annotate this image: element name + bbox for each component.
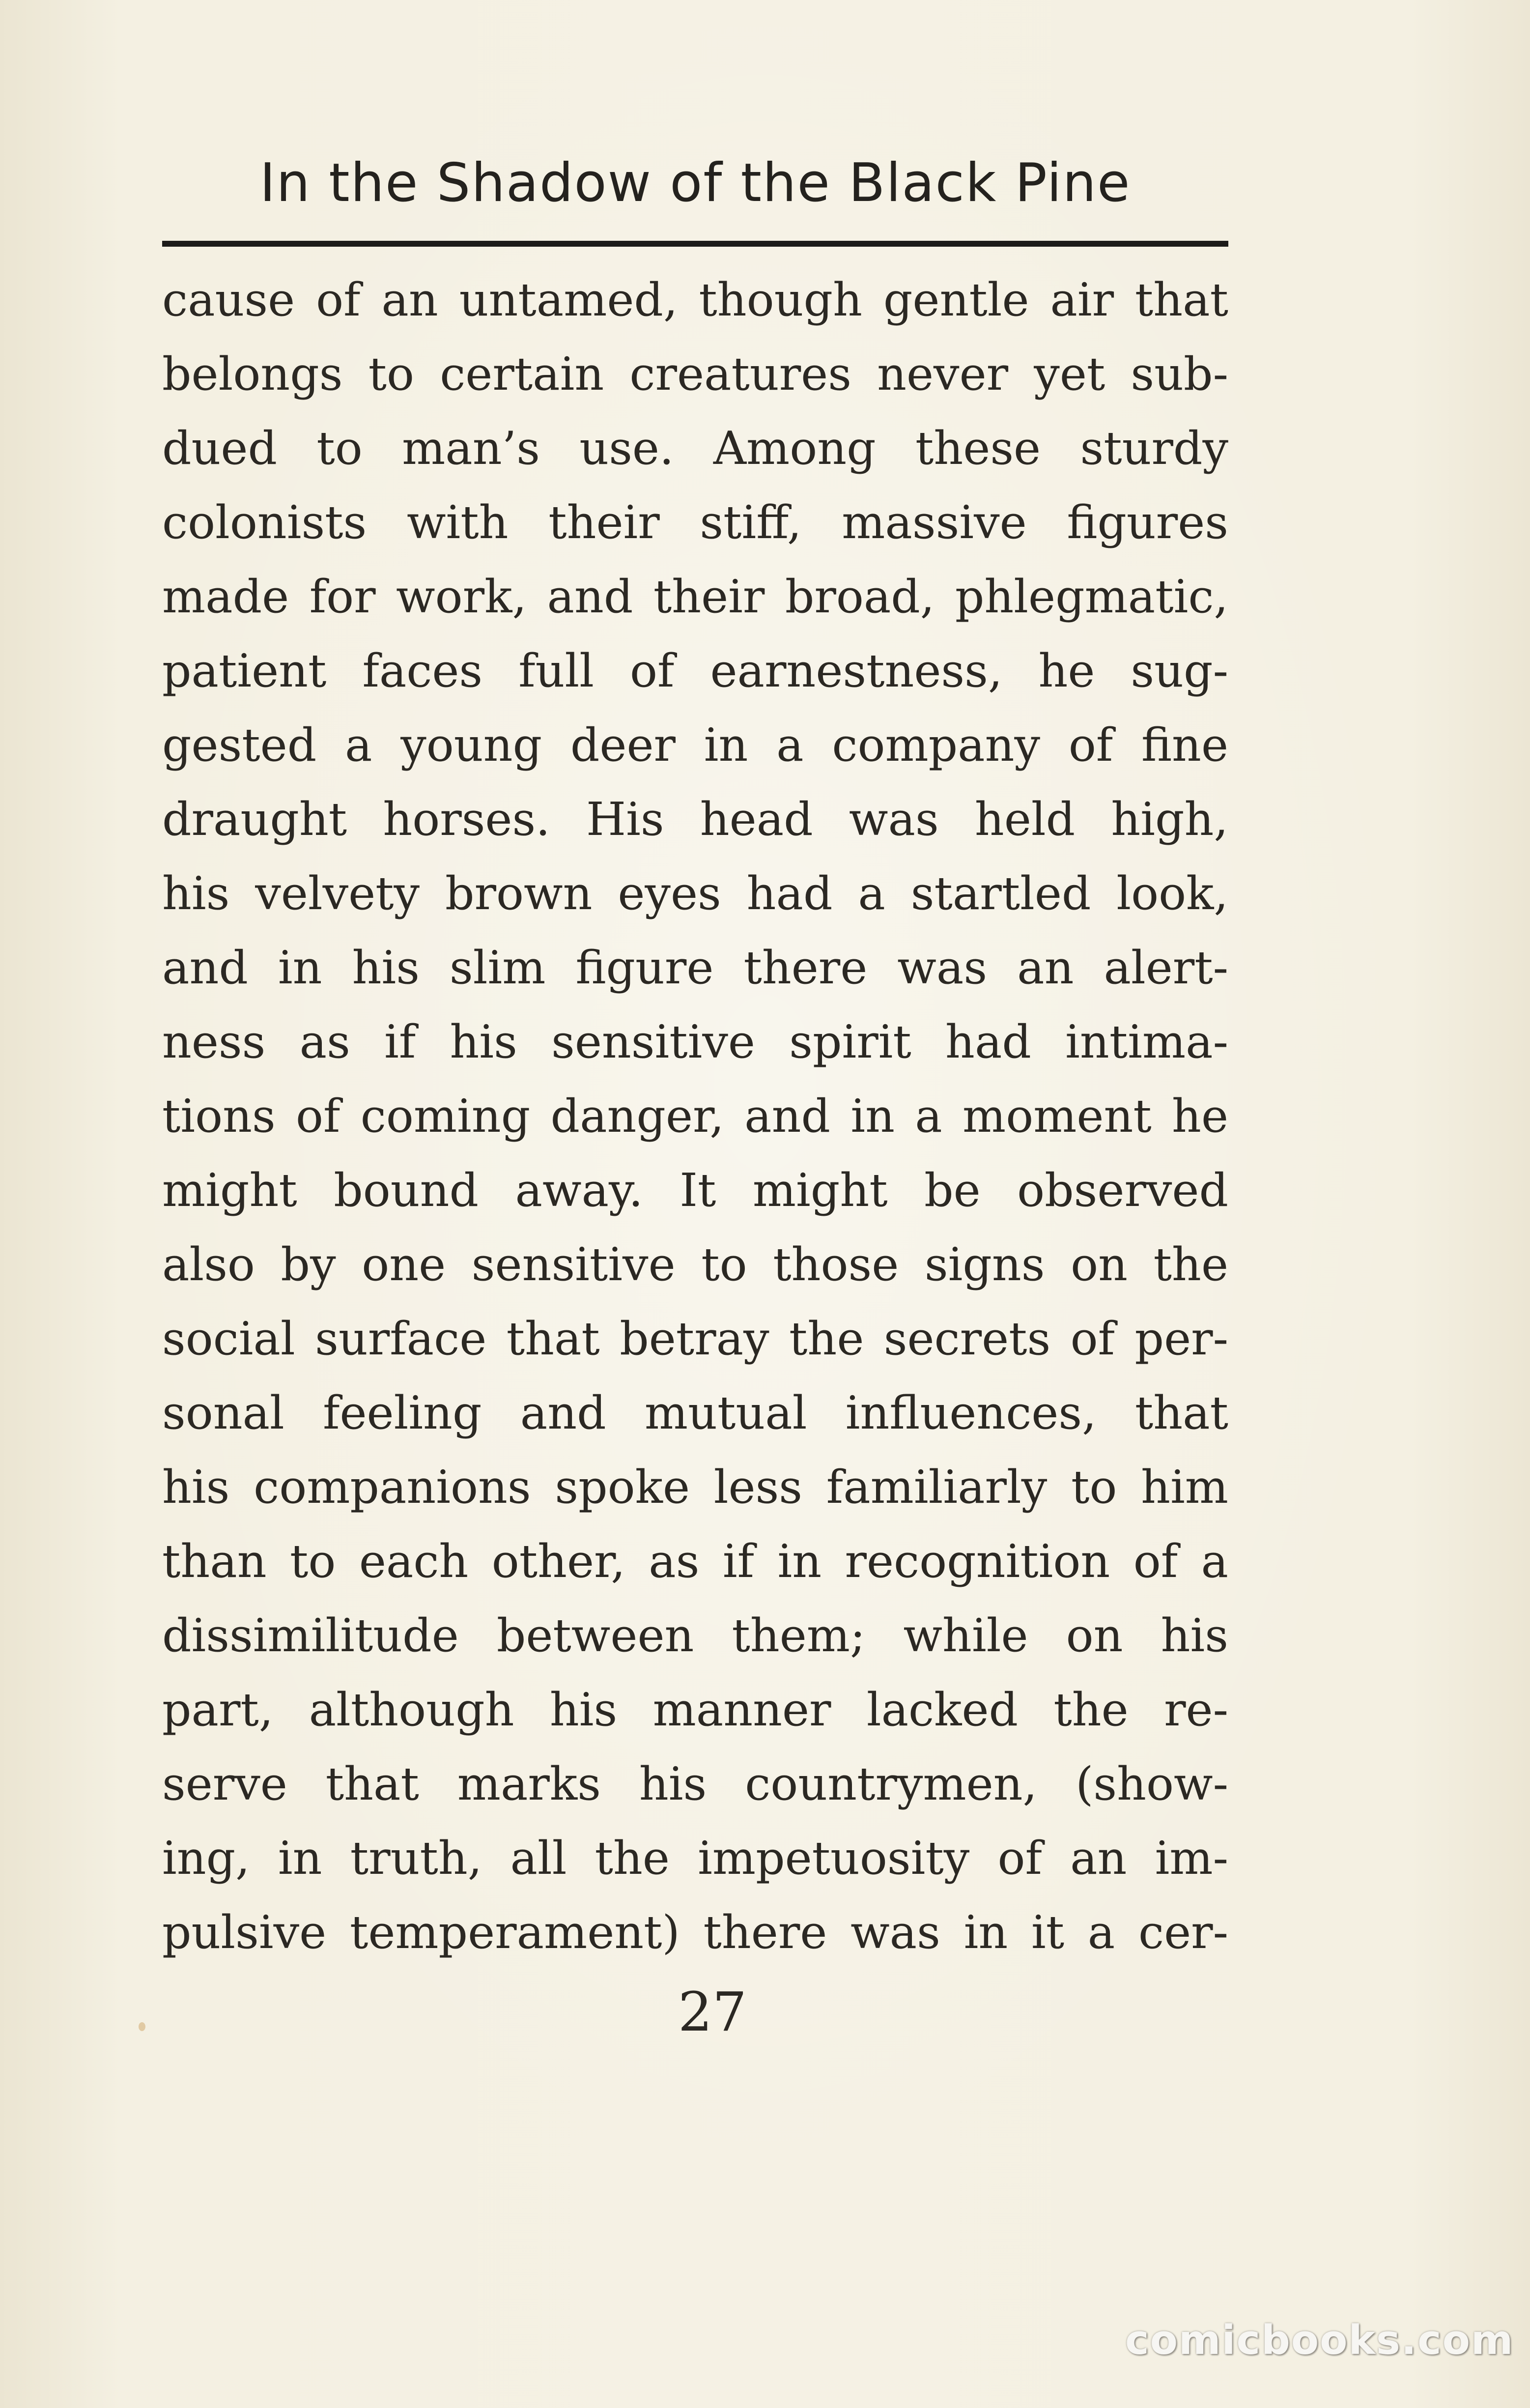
text-line: than to each other, as if in recognition of a [162,1535,1228,1588]
header-rule [162,241,1228,247]
page-number: 27 [678,1980,747,2043]
text-line: cause of an untamed, though gentle air that [162,273,1228,326]
text-line: his velvety brown eyes had a startled look, [162,867,1228,920]
text-line: social surface that betray the secrets of per- [162,1312,1228,1365]
text-line: draught horses. His head was held high, [162,793,1228,846]
text-line: sonal feeling and mutual influences, that [162,1386,1228,1439]
text-line: pulsive temperament) there was in it a cer- [162,1906,1228,1959]
text-line: dued to man’s use. Among these sturdy [162,422,1228,475]
text-line: also by one sensitive to those signs on the [162,1238,1228,1291]
text-line: belongs to certain creatures never yet sub- [162,347,1228,401]
text-line: patient faces full of earnestness, he sug- [162,644,1228,697]
text-line: part, although his manner lacked the re- [162,1683,1228,1736]
text-line: ing, in truth, all the impetuosity of an im- [162,1832,1228,1885]
watermark: comicbooks.com [1125,2317,1514,2364]
text-line: colonists with their stiff, massive figures [162,496,1228,549]
text-line: ness as if his sensitive spirit had intima- [162,1015,1228,1068]
text-line: dissimilitude between them; while on his [162,1609,1228,1662]
text-line: gested a young deer in a company of fine [162,718,1228,772]
page-header [162,147,1228,231]
body-text [162,263,1228,1970]
running-title: In the Shadow of the Black Pine [259,152,1131,214]
text-line: and in his slim figure there was an alert- [162,941,1228,994]
text-line: his companions spoke less familiarly to him [162,1461,1228,1514]
text-line: serve that marks his countrymen, (show- [162,1757,1228,1810]
text-line: made for work, and their broad, phlegmatic, [162,570,1228,623]
paper-speck [139,2022,145,2031]
text-line: tions of coming danger, and in a moment he [162,1089,1228,1143]
text-line: might bound away. It might be observed [162,1164,1228,1217]
